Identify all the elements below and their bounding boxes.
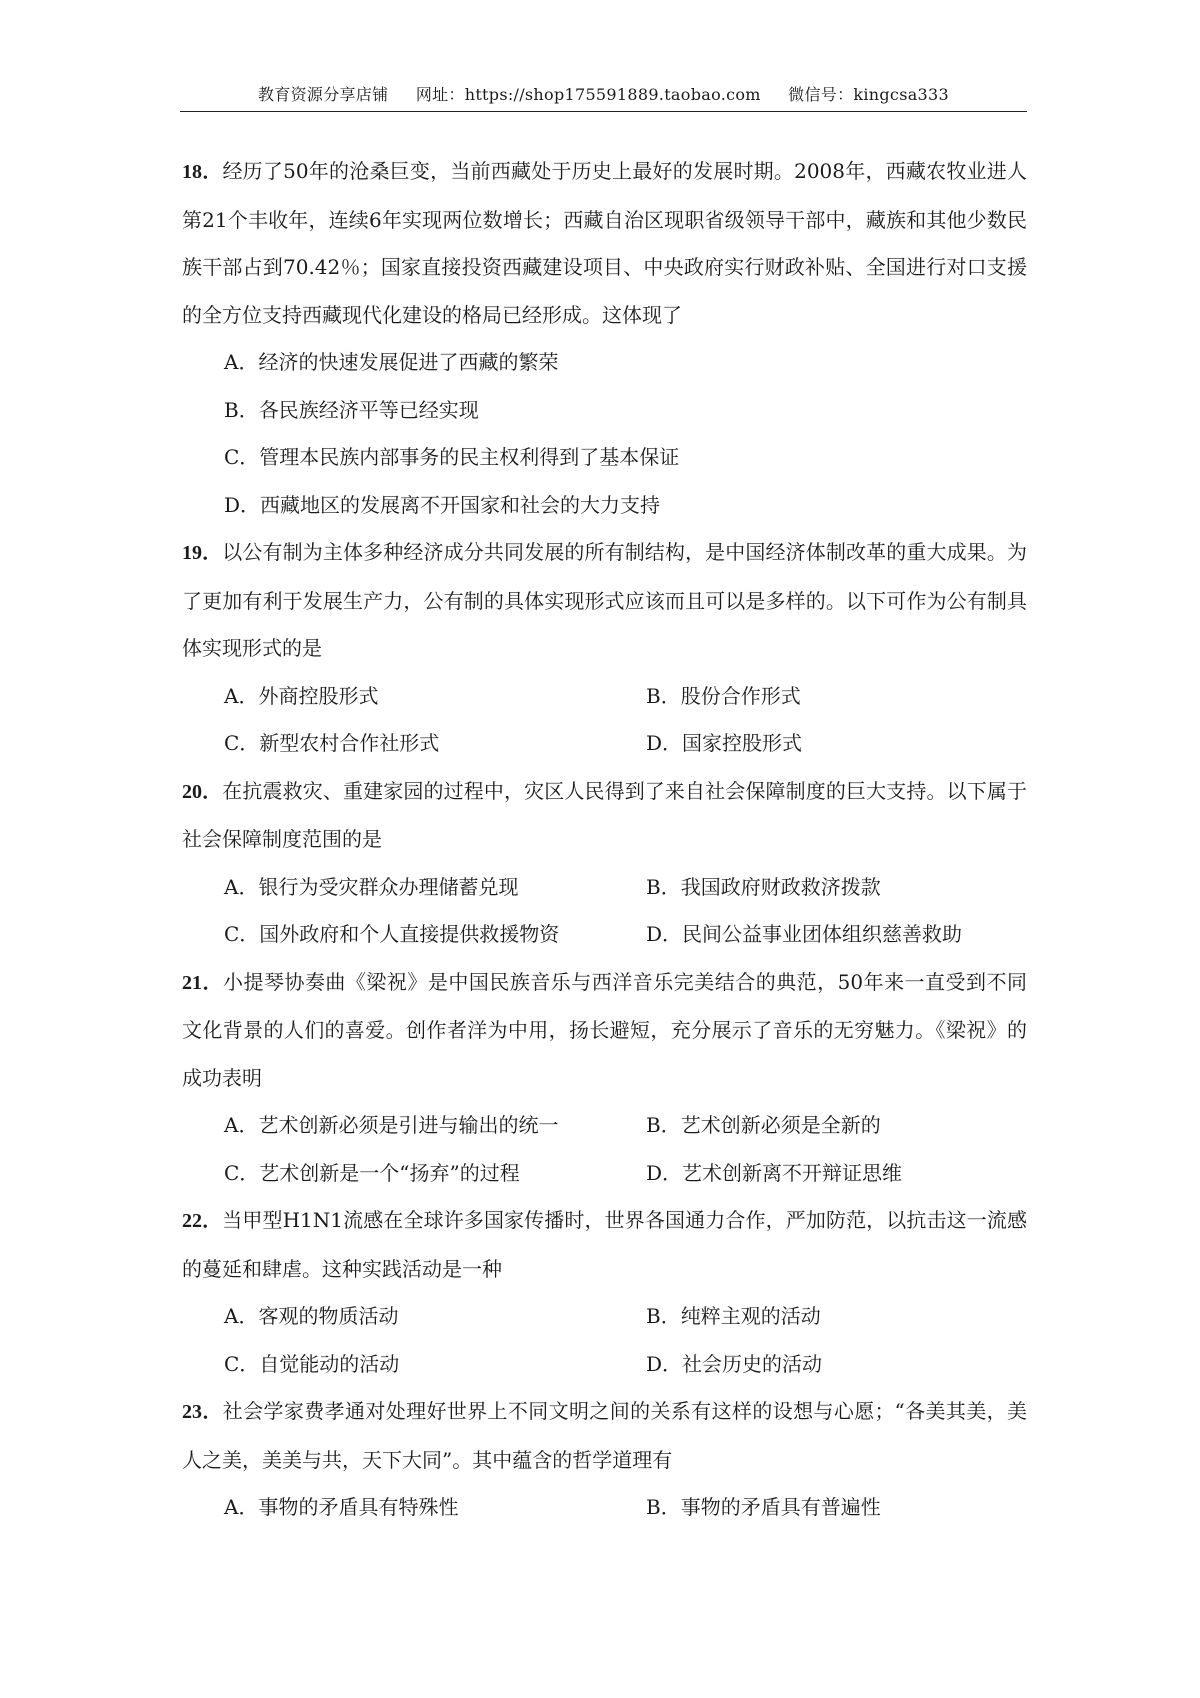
- option-b[interactable]: B．我国政府财政救济拨款: [646, 874, 881, 899]
- option-c[interactable]: C．艺术创新是一个“扬弃”的过程: [224, 1160, 520, 1185]
- question-stem: [182, 529, 1027, 673]
- question-text: 小提琴协奏曲《梁祝》是中国民族音乐与西洋音乐完美结合的典范，50年来一直受到不同文化背景的人们的喜爱。创作者洋为中用，扬长避短，充分展示了音乐的无穷魅力。《梁祝》的成功表明: [182, 969, 1028, 1090]
- question-stem: [182, 959, 1027, 1103]
- header-shop: 教育资源分享店铺: [258, 85, 389, 104]
- question-text: 社会学家费孝通对处理好世界上不同文明之间的关系有这样的设想与心愿；“各美其美，美人之美，美美与共，天下大同”。其中蕴含的哲学道理有: [182, 1399, 1028, 1472]
- question-22: [182, 1197, 1027, 1388]
- header-url: 网址：https://shop175591889.taobao.com: [415, 85, 761, 104]
- question-stem: [182, 768, 1027, 864]
- question-number: 19．: [182, 542, 223, 564]
- option-a[interactable]: A．经济的快速发展促进了西藏的繁荣: [224, 350, 559, 374]
- question-stem: [182, 1197, 1027, 1293]
- option-list: [182, 1293, 1027, 1388]
- question-number: 18．: [182, 161, 223, 183]
- option-list: [182, 673, 1027, 768]
- option-c[interactable]: C．国外政府和个人直接提供救援物资: [224, 922, 560, 946]
- header-wechat: 微信号：kingcsa333: [788, 85, 949, 104]
- question-21: [182, 959, 1027, 1198]
- option-b[interactable]: B．艺术创新必须是全新的: [646, 1113, 881, 1137]
- option-list: [182, 864, 1027, 959]
- option-d[interactable]: D．民间公益事业团体组织慈善救助: [646, 922, 963, 946]
- option-b[interactable]: B．事物的矛盾具有普遍性: [646, 1495, 881, 1519]
- option-a[interactable]: A．客观的物质活动: [224, 1304, 399, 1328]
- header-rule: [180, 111, 1027, 112]
- option-d[interactable]: D．西藏地区的发展离不开国家和社会的大力支持: [224, 492, 661, 517]
- option-list: [182, 339, 1027, 529]
- option-c[interactable]: C．管理本民族内部事务的民主权利得到了基本保证: [224, 445, 680, 469]
- question-number: 23．: [182, 1401, 223, 1423]
- option-b[interactable]: B．各民族经济平等已经实现: [224, 397, 479, 422]
- option-d[interactable]: D．国家控股形式: [646, 731, 803, 755]
- question-text: 经历了50年的沧桑巨变，当前西藏处于历史上最好的发展时期。2008年，西藏农牧业进人第21个丰收年，连续6年实现两位数增长；西藏自治区现职省级领导干部中，藏族和其他少数民族干部占到70.42％；国家直接投资西藏建设项目、中央政府实行财政补贴、全国进行对口支援的全方位支持西藏现代化建设的格局已经形成。这体现了: [182, 159, 1027, 327]
- question-20: [182, 768, 1027, 959]
- option-c[interactable]: C．自觉能动的活动: [224, 1351, 400, 1376]
- option-a[interactable]: A．艺术创新必须是引进与输出的统一: [224, 1113, 559, 1137]
- question-number: 21．: [182, 971, 223, 994]
- option-d[interactable]: D．艺术创新离不开辩证思维: [646, 1160, 903, 1185]
- question-text: 当甲型H1N1流感在全球许多国家传播时，世界各国通力合作，严加防范，以抗击这一流感的蔓延和肆虐。这种实践活动是一种: [182, 1208, 1028, 1281]
- question-text: 在抗震救灾、重建家园的过程中，灾区人民得到了来自社会保障制度的巨大支持。以下属于社会保障制度范围的是: [182, 778, 1028, 851]
- option-c[interactable]: C．新型农村合作社形式: [224, 731, 440, 755]
- option-a[interactable]: A．外商控股形式: [224, 683, 379, 708]
- option-list: [182, 1102, 1027, 1197]
- option-d[interactable]: D．社会历史的活动: [646, 1351, 823, 1376]
- question-number: 20．: [182, 780, 223, 803]
- question-stem: [182, 148, 1027, 339]
- option-a[interactable]: A．事物的矛盾具有特殊性: [224, 1495, 459, 1519]
- question-text: 以公有制为主体多种经济成分共同发展的所有制结构，是中国经济体制改革的重大成果。为了更加有利于发展生产力，公有制的具体实现形式应该而且可以是多样的。以下可作为公有制具体实现形式的是: [182, 540, 1028, 660]
- question-number: 22．: [182, 1210, 223, 1232]
- question-list: [182, 148, 1027, 1532]
- question-23: [182, 1388, 1027, 1532]
- option-b[interactable]: B．股份合作形式: [646, 683, 801, 708]
- page-header: [180, 82, 1027, 105]
- question-stem: [182, 1388, 1027, 1484]
- option-a[interactable]: A．银行为受灾群众办理储蓄兑现: [224, 874, 519, 899]
- question-19: [182, 529, 1027, 768]
- question-18: [182, 148, 1027, 529]
- option-b[interactable]: B．纯粹主观的活动: [646, 1304, 821, 1328]
- option-list: [182, 1484, 1027, 1532]
